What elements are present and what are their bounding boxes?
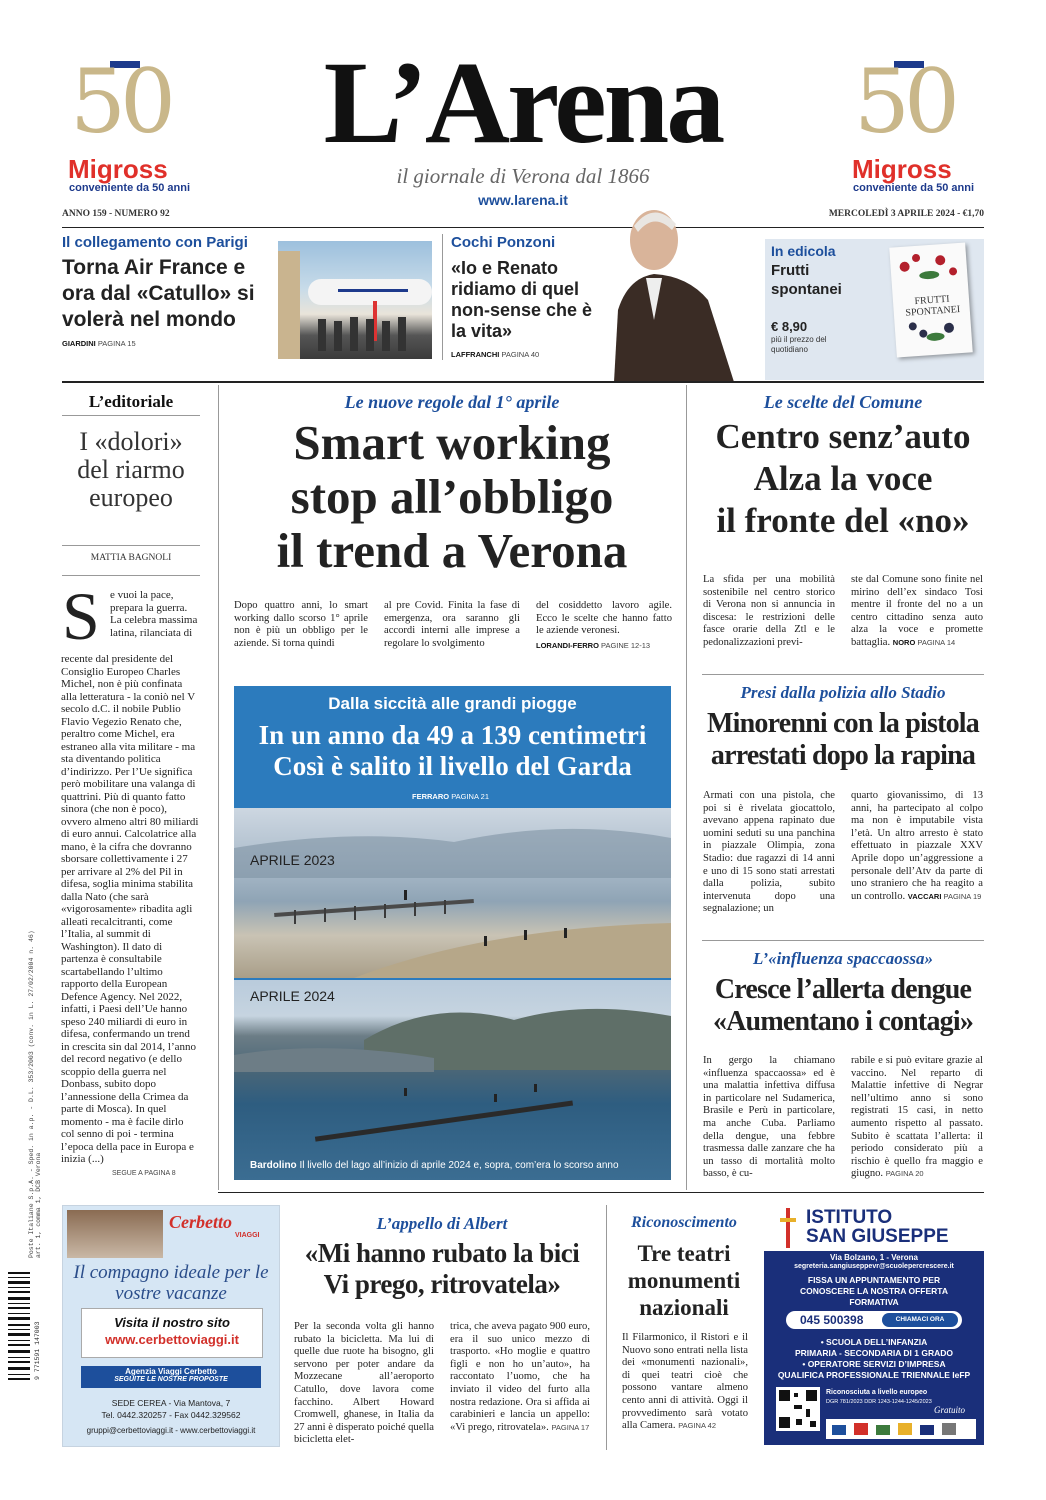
qr-code [776, 1387, 820, 1431]
edicola-kicker: In edicola [771, 243, 836, 259]
teaser-ref: LAFFRANCHI PAGINA 40 [451, 350, 540, 359]
masthead-title: L’Arena [323, 37, 723, 168]
cerbetto-visit: Visita il nostro sito [114, 1315, 230, 1330]
teatri-kicker: Riconoscimento [631, 1214, 737, 1231]
teaser-title: «Io e Renato ridiamo di quel non-sense che è la vita» [451, 258, 593, 341]
centro-headline-line: Alza la voce [753, 459, 933, 498]
dengue-col-2: rabile e si può evitare grazie al vaccino. Nel reparto di Malattie infettive di Negrar nell’ultimo anno si sono registrati 15 casi, in netto aumento rispetto al passato. Subito è scattata l’allerta: il periodo considerato più a rischio è quello fra maggio e giugno. PAGINA 20 [851, 1055, 983, 1180]
albert-headline-line: Vi prego, ritrovatela» [323, 1269, 561, 1299]
teaser-kicker: Cochi Ponzoni [451, 234, 556, 251]
partner-logos-icons [826, 1419, 976, 1439]
teaser-airfrance[interactable] [62, 234, 272, 348]
centro-headline-line: Centro senz’auto [715, 417, 971, 456]
rapina-col-2: quarto giovanissimo, di 13 anni, ha partecipato al colpo ma non è imputabile vista l’età. Un altro arresto è stato effettuato in piazzale XXV Aprile dopo un’aggressione a personale dell’Atv da parte di uno straniero che ha reagito a un controllo. VACCARI PAGINA 19 [851, 790, 983, 902]
teatri-text: Il Filarmonico, il Ristori e il Nuovo sono entrati nella lista dei «monumenti nazionali», di quei teatri cioè che possono vantare almeno cento anni di attività. Oggi il provvedimento sarà votato alla Camera. PAGINA 42 [622, 1332, 748, 1432]
sangiuseppe-free: Gratuito [934, 1405, 966, 1415]
masthead-subtitle: il giornale di Verona dal 1866 [396, 164, 650, 188]
lead-headline-line: il trend a Verona [276, 523, 628, 578]
sangiuseppe-call: CHIAMACI ORA [895, 1316, 945, 1323]
qr-icon [776, 1387, 820, 1431]
editorial-rule [62, 415, 200, 416]
sangiuseppe-title2: SAN GIUSEPPE [806, 1226, 949, 1247]
cerbetto-brand-sub: VIAGGI [235, 1232, 260, 1239]
book-cover [889, 242, 972, 357]
albert-headline[interactable] [290, 1238, 594, 1300]
edicola-price: € 8,90 [771, 319, 808, 334]
teaser-ref: GIARDINI PAGINA 15 [62, 339, 136, 348]
garda-headline-line: Così è salito il livello del Garda [273, 751, 632, 781]
lead-headline-line: Smart working [293, 415, 611, 470]
sangiuseppe-header [764, 1205, 984, 1251]
garda-headline-line: In un anno da 49 a 139 centimetri [258, 720, 647, 750]
lead-col-3: del cosiddetto lavoro agile. Ecco le scelte che hanno fatto le aziende veronesi. [536, 600, 672, 637]
cerbetto-agency: Agenzia Viaggi Cerbetto [125, 1367, 217, 1376]
section-rule [702, 674, 984, 675]
issue-date: MERCOLEDÌ 3 APRILE 2024 - €1,70 [828, 209, 984, 219]
column-divider [606, 1205, 607, 1450]
editorial-kicker: L’editoriale [88, 392, 174, 411]
pier-2024-illustration [234, 980, 671, 1180]
lead-headline[interactable] [228, 416, 676, 578]
rapina-headline-line: Minorenni con la pistola [707, 708, 979, 739]
cerbetto-follow-bar[interactable] [81, 1366, 261, 1388]
centro-kicker: Le scelte del Comune [763, 392, 923, 412]
cerbetto-follow: SEGUITE LE NOSTRE PROPOSTE [114, 1376, 228, 1383]
edicola-box[interactable] [765, 239, 984, 380]
cerbetto-phone: Tel. 0442.320257 - Fax 0442.329562 [101, 1410, 241, 1420]
garda-box[interactable] [234, 686, 671, 1180]
logo-brand: Migross [852, 154, 952, 184]
logo-tagline: conveniente da 50 anni [69, 182, 191, 194]
teaser-ponzoni[interactable] [451, 234, 601, 359]
garda-kicker: Dalla siccità alle grandi piogge [328, 694, 577, 713]
migross-logo-right [848, 50, 978, 198]
label-april-2024: APRILE 2024 [250, 988, 335, 1004]
editorial-dropcap: S [62, 578, 100, 654]
garda-headline [234, 720, 671, 782]
logo-fifty: 50 [70, 50, 170, 153]
albert-col-2: trica, che aveva pagato 900 euro, era il suo unico mezzo di trasporto. «Ho moglie e quattro figli e non ho un’auto», ha raccontato l’uomo, che ha inviato il video del furto alla nostra redazione. Ora si affida ai carabinieri e lancia un appello: «Vi prego, ritrovatela». PAGINA 17 [450, 1321, 590, 1433]
editorial-author: MATTIA BAGNOLI [90, 553, 172, 563]
cerbetto-url-box[interactable] [81, 1308, 263, 1358]
sangiuseppe-cta: FISSA UN APPUNTAMENTO PER CONOSCERE LA NOSTRA OFFERTA FORMATIVA [800, 1275, 948, 1307]
lead-col-1: Dopo quattro anni, lo smart working dallo scorso 1° aprile non è più un obbligo per le aziende. Si torna quindi [234, 600, 368, 649]
section-rule [702, 940, 984, 941]
barcode-number: 9 771591 147003 [34, 1321, 41, 1380]
column-divider [686, 385, 687, 1190]
barcode [8, 1272, 30, 1384]
sangiuseppe-item: • SCUOLA DELL’INFANZIA [820, 1337, 928, 1347]
cerbetto-seat: SEDE CEREA - Via Mantova, 7 [111, 1398, 231, 1408]
airplane-icon [278, 241, 432, 359]
barcode-icon [8, 1272, 30, 1384]
website-link[interactable]: www.larena.it [478, 192, 568, 208]
sangiuseppe-item: QUALIFICA PROFESSIONALE TRIENNALE IeFP [777, 1370, 971, 1380]
editorial-text: recente dal presidente del Consiglio Europeo Charles Michel, non è più confinata alla letteratura - la coniò nel V secolo d.C. il nobile Publio Flavio Vegezio Renato che, peraltro come Michel, era estraneo alla vita militare - ma sta diventando politica d’indirizzo. Per l’Ue significa però mobilitare una valanga di quattrini. Più di quanto fatto sinora (che non è poco), ovvero almeno altri 80 miliardi di euro annui. Calcolatrice alla mano, è la cifra che dovranno sborsare collettivamente i 27 per arrivare al 2% del Pil in difesa, soglia minima stabilita dalla Nato (che sarà «vigorosamente» ribadita agli alleati recalcitranti, come l’Italia, al summit di Washington). Il dato di partenza è consultabile scartabellando l’ultimo rapporto della European Defence Agency. Nel 2022, infatti, i Paesi dell’Ue hanno speso 240 miliardi di euro in difesa, confermando un trend in crescita sin dal 2014, l’anno del record negativo (e dello scoppio della guerra nel Donbass, subito dopo l’annessione della Crimea da parte di Mosca). In quel momento - ma è facile dirlo col senno di poi - termina l’epoca della pace in Europa e inizia (...) [61, 653, 199, 1165]
pier-2023-illustration [234, 808, 671, 978]
teaser-title: Torna Air France e ora dal «Catullo» si volerà nel mondo [62, 256, 255, 331]
dengue-kicker: L’«influenza spaccaossa» [753, 949, 933, 968]
sangiuseppe-item: PRIMARIA - SECONDARIA DI 1 GRADO [794, 1348, 954, 1358]
dengue-headline[interactable] [696, 974, 990, 1038]
sangiuseppe-email: segreteria.sangiuseppevr@scuolepercrescere.it [794, 1263, 954, 1270]
edicola-note: più il prezzo del quotidiano [771, 335, 827, 354]
sangiuseppe-items [764, 1337, 984, 1381]
centro-col-2: ste dal Comune sono finite nel mirino dell’ex sindaco Tosi mentre il fronte del no a un centro cittadino senza auto alza la voce e promette battaglia. NORO PAGINA 14 [851, 574, 983, 648]
cross-icon [778, 1208, 798, 1248]
ad-cerbetto[interactable] [62, 1205, 280, 1447]
dengue-headline-line: Cresce l’allerta dengue [714, 974, 972, 1005]
sangiuseppe-address: Via Bolzano, 1 - Verona [830, 1253, 918, 1262]
airfrance-photo [278, 241, 432, 359]
column-divider [218, 385, 219, 1190]
editorial-rule [62, 575, 200, 576]
centro-headline-line: il fronte del «no» [716, 501, 970, 540]
sangiuseppe-item: • OPERATORE SERVIZI D’IMPRESA [802, 1359, 946, 1369]
book-title: FRUTTI SPONTANEI [905, 293, 961, 319]
teatri-headline-line: nazionali [639, 1295, 729, 1320]
rapina-kicker: Presi dalla polizia allo Stadio [740, 683, 946, 702]
ad-sangiuseppe[interactable] [764, 1205, 984, 1445]
lead-headline-line: stop all’obbligo [290, 469, 614, 524]
logo-brand: Migross [68, 154, 168, 184]
label-april-2023: APRILE 2023 [250, 852, 335, 868]
rapina-headline-line: arrestati dopo la rapina [710, 740, 976, 771]
albert-headline-line: «Mi hanno rubato la bici [304, 1238, 580, 1268]
lead-ref: LORANDI-FERRO PAGINE 12-13 [536, 641, 651, 650]
editorial-title: I «dolori» del riarmo europeo [77, 427, 185, 512]
dengue-col-1: In gergo la chiamano «influenza spaccaossa» ed è una malattia infettiva diffusa in particolare nel Sudamerica, Brasile e Perù in particolare, ma anche Cuba. Parliamo della dengue, una febbre trasmessa dalle zanzare che ha un tasso di mortalità molto basso, è cu- [703, 1055, 835, 1180]
editorial-rule [62, 545, 200, 546]
teaser-kicker: Il collegamento con Parigi [62, 234, 248, 251]
sangiuseppe-note: Riconosciuta a livello europeo [826, 1389, 928, 1396]
cerbetto-email: gruppi@cerbettoviaggi.it - www.cerbettoviaggi.it [86, 1426, 256, 1435]
lead-col-2: al pre Covid. Finita la fase di emergenza, ora saranno gli accordi interni alle imprese a regolare lo svolgimento [384, 600, 520, 649]
sangiuseppe-call-button[interactable] [882, 1313, 958, 1327]
centro-col-1: La sfida per una mobilità sostenibile nel centro storico di Verona non si annuncia in discesa: le restrizioni delle fasce orarie della Ztl e le pedonalizzazioni previ- [703, 574, 835, 648]
logo-fifty: 50 [854, 50, 954, 153]
garda-ref: FERRARO PAGINA 21 [412, 792, 489, 801]
editorial-continue[interactable]: SEGUE A PAGINA 8 [112, 1170, 176, 1177]
sangiuseppe-dgr: DGR 781/2023 DDR 1243-1244-1245/2023 [826, 1399, 932, 1405]
rapina-headline[interactable] [696, 708, 990, 772]
photo-april-2024 [234, 980, 671, 1180]
edicola-title: Frutti spontanei [771, 262, 842, 298]
teatri-headline-line: Tre teatri [637, 1241, 731, 1266]
teaser-rule [62, 381, 984, 383]
teaser-divider [442, 234, 443, 360]
albert-kicker: L’appello di Albert [376, 1214, 508, 1233]
cerbetto-brand: Cerbetto [169, 1212, 232, 1232]
cerbetto-url: www.cerbettoviaggi.it [105, 1332, 239, 1347]
sangiuseppe-phone-bar[interactable] [786, 1311, 962, 1329]
issue-number: ANNO 159 - NUMERO 92 [62, 209, 170, 219]
bottom-rule [218, 1192, 984, 1193]
partner-logos [826, 1419, 976, 1439]
garda-caption: Bardolino Il livello del lago all’inizio di aprile 2024 e, sopra, com’era lo scorso anno [250, 1160, 619, 1171]
postal-notice: Poste Italiane S.p.A. - Sped. in a.p. - D.L. 353/2003 (conv. in L. 27/02/2004 n. 46) art. 1, comma 1, DCB Verona [28, 930, 42, 1258]
portrait-silhouette [608, 200, 758, 382]
sangiuseppe-phone: 045 500398 [800, 1313, 864, 1327]
sangiuseppe-title1: ISTITUTO [806, 1207, 893, 1228]
masthead-rule [62, 227, 984, 228]
shop-photo [67, 1210, 163, 1258]
editorial-text-first: e vuoi la pace, prepara la guerra. La celebra massima latina, rilanciata di [110, 589, 198, 639]
albert-col-1: Per la seconda volta gli hanno rubato la bicicletta. Ma lui di quelle due ruote ha bisogno, gli servono per poter andare da Mozzecane all’aeroporto Catullo, dove lavora come facchino. Albert Howard Cromwell, ghanese, in Italia da 27 anni è disperato poiché quella bicicletta elet- [294, 1321, 434, 1446]
ponzoni-photo [608, 200, 758, 382]
centro-headline[interactable] [702, 416, 984, 542]
photo-april-2023 [234, 808, 671, 978]
teatri-headline[interactable] [616, 1240, 752, 1321]
logo-tagline: conveniente da 50 anni [853, 182, 975, 194]
cerbetto-slogan: Il compagno ideale per le vostre vacanze [73, 1262, 269, 1304]
teatri-headline-line: monumenti [627, 1268, 741, 1293]
dengue-headline-line: «Aumentano i contagi» [712, 1006, 974, 1037]
rapina-col-1: Armati con una pistola, che poi si è rivelata giocattolo, avevano appena rapinato due uomini seduti su una panchina in piazzale Olimpia, zona Stadio: due ragazzi di 14 anni e uno di 15 sono stati arrestati dalla polizia, subito intervenuta dopo una segnalazione; un [703, 790, 835, 915]
lead-kicker: Le nuove regole dal 1° aprile [344, 392, 560, 412]
migross-logo-left [64, 50, 194, 198]
